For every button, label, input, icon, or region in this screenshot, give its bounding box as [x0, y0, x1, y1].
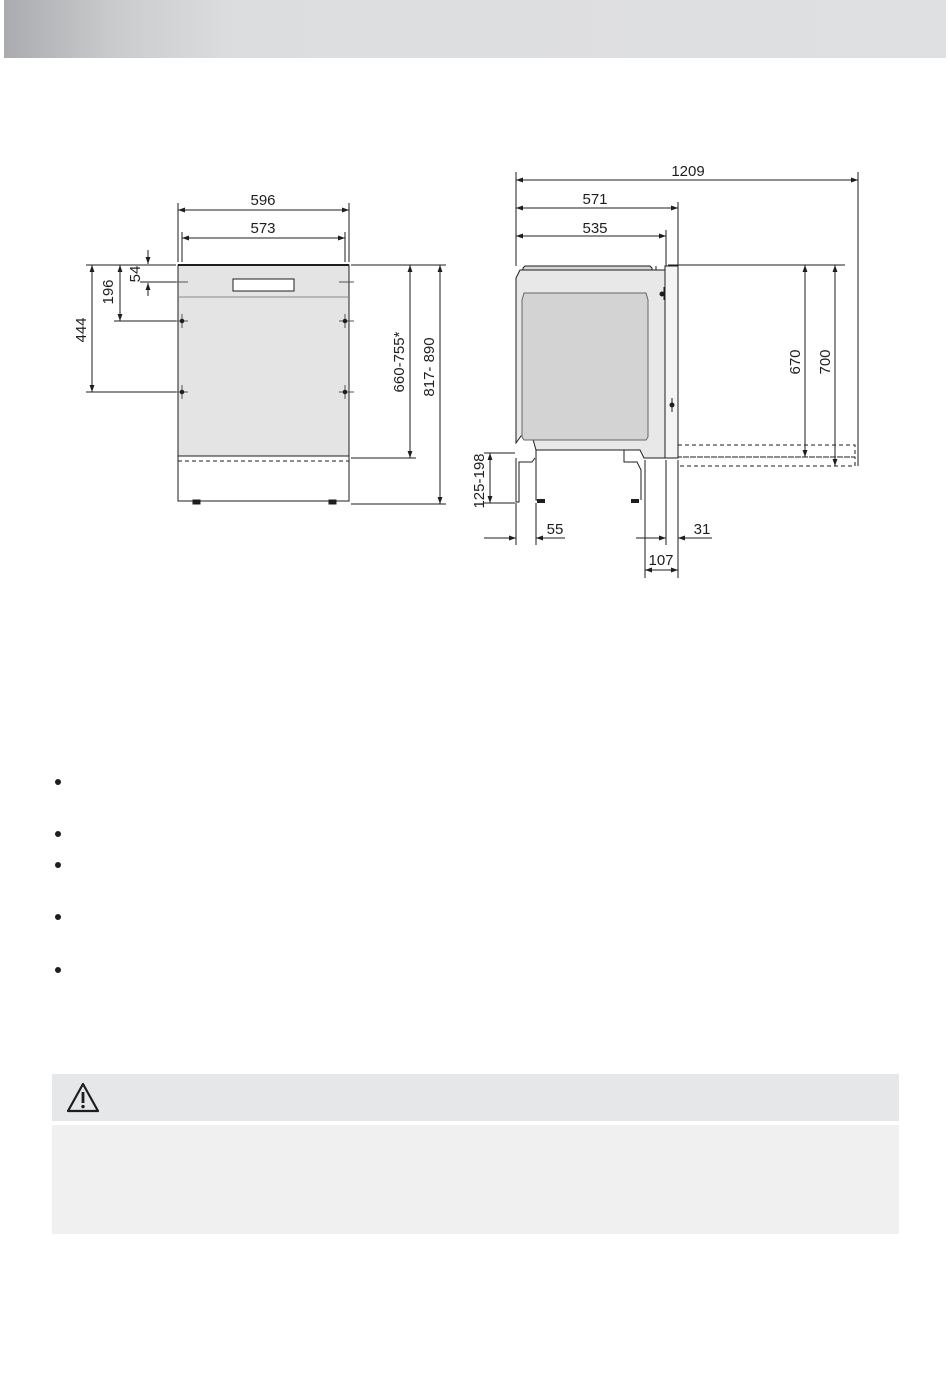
front-plinth [178, 456, 349, 501]
front-foot-left [193, 500, 200, 504]
dim-700: 700 [817, 349, 834, 375]
bullet-dot [55, 914, 61, 920]
bullet-item [55, 827, 63, 837]
dim-125-198: 125-198 [471, 453, 488, 509]
dim-444: 444 [73, 317, 90, 343]
dim-596: 596 [250, 192, 276, 209]
bullet-item [55, 910, 63, 920]
dim-196: 196 [100, 279, 117, 305]
bullet-item [55, 963, 63, 973]
warning-triangle-icon [66, 1082, 100, 1114]
dim-107: 107 [648, 552, 674, 569]
bullet-dot [55, 779, 61, 785]
bullet-item [55, 775, 63, 785]
front-foot-right [329, 500, 336, 504]
dim-817-890: 817- 890 [421, 337, 438, 397]
dim-571: 571 [582, 191, 608, 208]
dim-670: 670 [787, 349, 804, 375]
dim-31: 31 [693, 521, 711, 538]
dim-1209: 1209 [671, 163, 705, 180]
control-display [233, 279, 294, 291]
dim-535: 535 [582, 220, 608, 237]
dim-573: 573 [250, 220, 276, 237]
dim-660-755: 660-755* [391, 331, 408, 393]
warning-box [52, 1074, 899, 1234]
warning-body [52, 1125, 899, 1234]
bullet-dot [55, 831, 61, 837]
side-door [665, 266, 678, 458]
bullet-item [55, 858, 63, 868]
bullet-dot [55, 862, 61, 868]
bullet-dot [55, 967, 61, 973]
warning-header [52, 1074, 899, 1121]
dim-54: 54 [127, 265, 144, 283]
dim-55: 55 [546, 521, 564, 538]
